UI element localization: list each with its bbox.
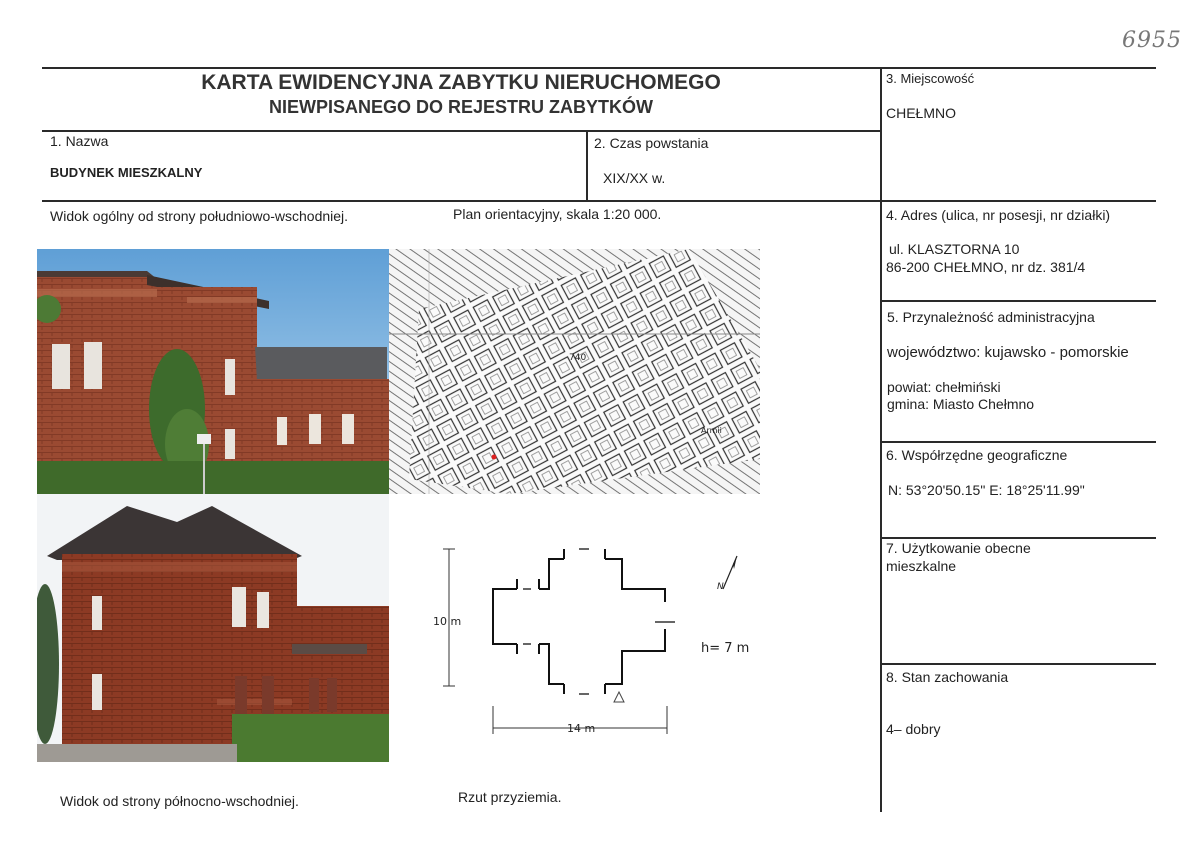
name-date-divider [586,130,588,200]
photo-southeast-view [37,249,389,494]
top-border [42,67,1156,69]
caption-plan: Plan orientacyjny, skala 1:20 000. [453,206,662,222]
address-label: 4. Adres (ulica, nr posesji, nr działki) [886,207,1111,223]
card-title-line1: KARTA EWIDENCYJNA ZABYTKU NIERUCHOMEGO [201,71,721,94]
date-label: 2. Czas powstania [594,135,709,151]
address-line2: 86-200 CHEŁMNO, nr dz. 381/4 [886,259,1086,275]
coords-bottom-border [880,537,1156,539]
north-arrow-icon: N [717,582,724,592]
orientation-map [389,249,760,494]
coords-value: N: 53°20'50.15" E: 18°25'11.99" [888,482,1085,498]
name-row-bottom-border [42,200,1156,202]
archive-number: 6955 [1122,28,1182,53]
caption-general-view: Widok ogólny od strony południowo-wschodniej. [50,208,349,224]
condition-value: 4– dobry [886,721,941,737]
admin-label: 5. Przynależność administracyjna [887,309,1095,325]
name-value: BUDYNEK MIESZKALNY [50,165,203,180]
admin-commune: gmina: Miasto Chełmno [887,396,1035,412]
plan-height-dimension: 10 m [433,615,462,628]
photo-northeast-view [37,494,389,762]
place-label: 3. Miejscowość [886,71,975,86]
condition-label: 8. Stan zachowania [886,669,1009,685]
ground-floor-plan [389,494,760,762]
title-bottom-border [42,130,880,132]
date-value: XIX/XX w. [603,170,666,186]
admin-county: powiat: chełmiński [887,379,1001,395]
card-title-line2: NIEWPISANEGO DO REJESTRU ZABYTKÓW [268,97,654,117]
coords-label: 6. Współrzędne geograficzne [886,447,1068,463]
right-column-divider [880,67,882,812]
admin-bottom-border [880,441,1156,443]
place-value: CHEŁMNO [886,105,957,121]
plan-building-height: h= 7 m [701,641,750,656]
name-label: 1. Nazwa [50,133,109,149]
use-bottom-border [880,663,1156,665]
map-label-740: 740 [569,353,587,363]
caption-north-view: Widok od strony północno-wschodniej. [60,793,299,809]
map-label-armii: Armii [701,426,722,435]
address-bottom-border [880,300,1156,302]
address-line1: ul. KLASZTORNA 10 [889,241,1020,257]
plan-width-dimension: 14 m [567,722,596,735]
use-label: 7. Użytkowanie obecne [886,540,1031,556]
admin-voivodeship: województwo: kujawsko - pomorskie [887,344,1129,361]
caption-ground-plan: Rzut przyziemia. [458,789,562,805]
use-value: mieszkalne [886,558,957,574]
